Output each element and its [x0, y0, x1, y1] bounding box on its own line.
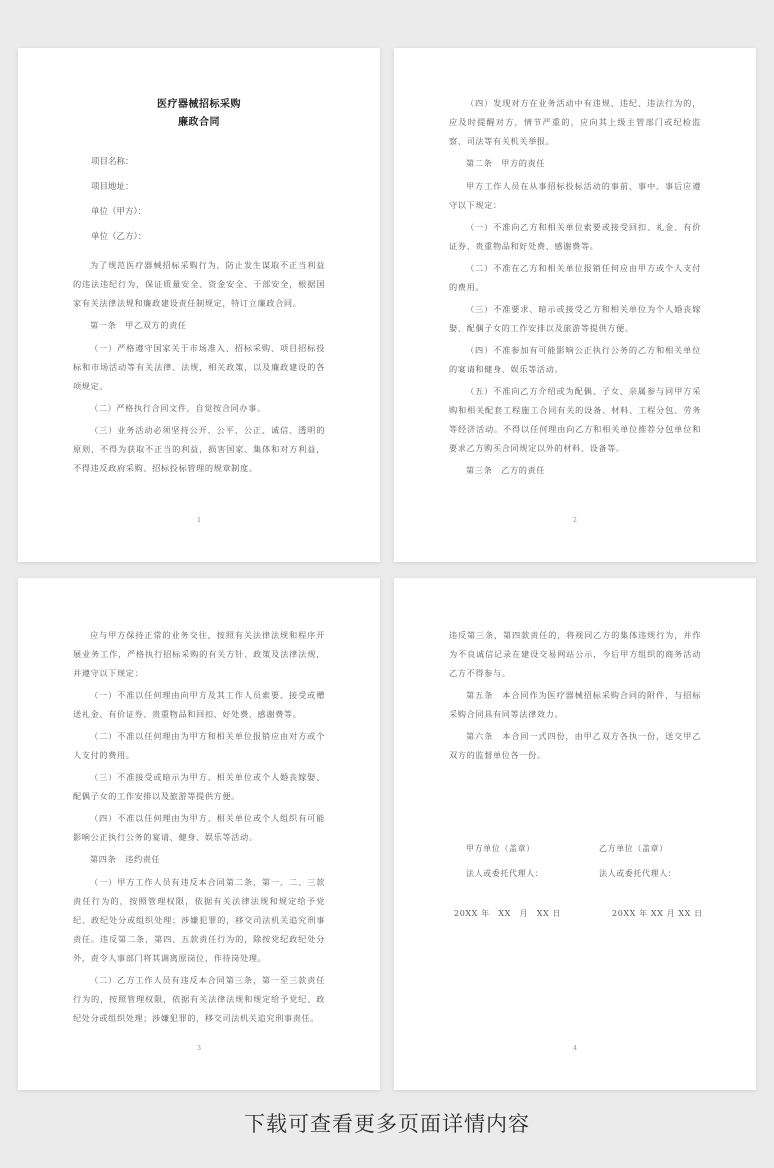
article-4-item-1: （一）甲方工作人员有违反本合同第二条，第一、二、三款责任行为的，按照管理权限，依据有关法律法规和规定给予党纪、政纪处分或组织处理；涉嫌犯罪的，移交司法机关追究刑事责任。违反第二条，第四、五款责任行为的，除按党纪政纪处分外，责令人事部门将其调离原岗位，作待岗处理。 — [73, 877, 325, 963]
intro-paragraph: 为了规范医疗器械招标采购行为，防止发生谋取不正当利益的违法违纪行为，保证质量安全、资金安全、干部安全，根据国家有关法律法规和廉政建设责任制规定，特订立廉政合同。 — [73, 260, 325, 308]
article-3-item-3: （三）不准接受或暗示为甲方、相关单位或个人婚丧嫁娶、配偶子女的工作安排以及旅游等提供方便。 — [73, 772, 325, 801]
party-a-representative: 法人或委托代理人： — [466, 869, 544, 878]
title-line-2: 廉政合同 — [178, 117, 220, 128]
article-5: 第五条 本合同作为医疗器械招标采购合同的附件，与招标采购合同具有同等法律效力。 — [449, 690, 701, 719]
page-number: 2 — [573, 517, 577, 524]
party-b-seal-label: 乙方单位（盖章） — [599, 844, 668, 853]
page-number: 4 — [573, 1045, 577, 1052]
article-1-heading: 第一条 甲乙双方的责任 — [90, 320, 187, 330]
party-a-date: 20XX 年 XX 月 XX 日 — [454, 909, 562, 918]
article-3-heading: 第三条 乙方的责任 — [466, 465, 546, 475]
article-1-item-2: （二）严格执行合同文件，自觉按合同办事。 — [90, 403, 266, 413]
article-2-heading: 第二条 甲方的责任 — [466, 158, 546, 168]
party-b-date: 20XX 年 XX 月 XX 日 — [612, 909, 703, 918]
article-3-intro: 应与甲方保持正常的业务交往，按照有关法律法规和程序开展业务工作，严格执行招标采购的有关方针、政策及法律法规，并遵守以下规定： — [73, 630, 325, 678]
field-project-address: 项目地址： — [91, 182, 134, 192]
article-4-item-2: （二）乙方工作人员有违反本合同第三条，第一至三款责任行为的，按照管理权限，依据有关法律法规和规定给予党纪、政纪处分或组织处理；涉嫌犯罪的，移交司法机关追究刑事责任。 — [73, 975, 325, 1023]
party-b-representative: 法人或委托代理人： — [599, 869, 677, 878]
article-2-intro: 甲方工作人员在从事招标投标活动的事前、事中、事后应遵守以下规定： — [449, 181, 701, 210]
field-project-name: 项目名称： — [91, 157, 134, 167]
party-a-seal-label: 甲方单位（盖章） — [466, 844, 535, 853]
article-6: 第六条 本合同一式四份，由甲乙双方各执一份，送交甲乙双方的监督单位各一份。 — [449, 731, 701, 760]
page-number: 3 — [197, 1045, 201, 1052]
article-1-item-3: （三）业务活动必须坚持公开、公平、公正、诚信、透明的原则，不得为获取不正当的利益，损害国家、集体和对方利益，不得违反政府采购、招标投标管理的规章制度。 — [73, 425, 325, 473]
article-2-item-1: （一）不准向乙方和相关单位索要或接受回扣、礼金、有价证券、贵重物品和好处费、感谢费等。 — [449, 222, 701, 251]
article-2-item-3: （三）不准要求、暗示或接受乙方和相关单位为个人婚丧嫁娶、配偶子女的工作安排以及旅游等提供方便。 — [449, 304, 701, 333]
article-2-item-4: （四）不准参加有可能影响公正执行公务的乙方和相关单位的宴请和健身、娱乐等活动。 — [449, 345, 701, 374]
article-4-heading: 第四条 违约责任 — [90, 854, 161, 864]
page-number: 1 — [197, 517, 201, 524]
article-1-item-4: （四）发现对方在业务活动中有违规、违纪、违法行为的，应及时提醒对方，情节严重的，应向其上级主管部门或纪检监察、司法等有关机关举报。 — [449, 98, 701, 146]
contract-title — [73, 96, 325, 132]
download-more-banner[interactable]: 下载可查看更多页面详情内容 — [244, 1112, 530, 1136]
field-party-b: 单位（乙方）： — [91, 232, 147, 242]
article-3-item-4: （四）不准以任何理由为甲方、相关单位或个人组织有可能影响公正执行公务的宴请、健身、娱乐等活动。 — [73, 813, 325, 842]
document-page-3 — [18, 578, 380, 1090]
document-page-2 — [394, 48, 756, 562]
document-page-1 — [18, 48, 380, 562]
article-3-item-2: （二）不准以任何理由为甲方和相关单位报销应由对方或个人支付的费用。 — [73, 731, 325, 760]
article-2-item-5: （五）不准向乙方介绍或为配偶、子女、亲属参与同甲方采购和相关配套工程施工合同有关的设备、材料、工程分包、劳务等经济活动。不得以任何理由向乙方和相关单位推荐分包单位和要求乙方购买合同规定以外的材料、设备等。 — [449, 386, 701, 453]
field-party-a: 单位（甲方）： — [91, 207, 147, 217]
article-2-item-2: （二）不准在乙方和相关单位报销任何应由甲方或个人支付的费用。 — [449, 263, 701, 292]
title-line-1: 医疗器械招标采购 — [157, 99, 241, 110]
article-3-item-1: （一）不准以任何理由向甲方及其工作人员索要、接受或赠送礼金、有价证券、贵重物品和回扣、好处费、感谢费等。 — [73, 690, 325, 719]
article-4-continued: 违反第三条，第四款责任的，将视同乙方的集体违规行为，并作为不良诚信记录在建设交易网站公示，今后甲方组织的商务活动乙方不得参与。 — [449, 630, 701, 678]
article-1-item-1: （一）严格遵守国家关于市场准入、招标采购、项目招标投标和市场活动等有关法律、法规，相关政策，以及廉政建设的各项规定。 — [73, 343, 325, 391]
document-page-4 — [394, 578, 756, 1090]
